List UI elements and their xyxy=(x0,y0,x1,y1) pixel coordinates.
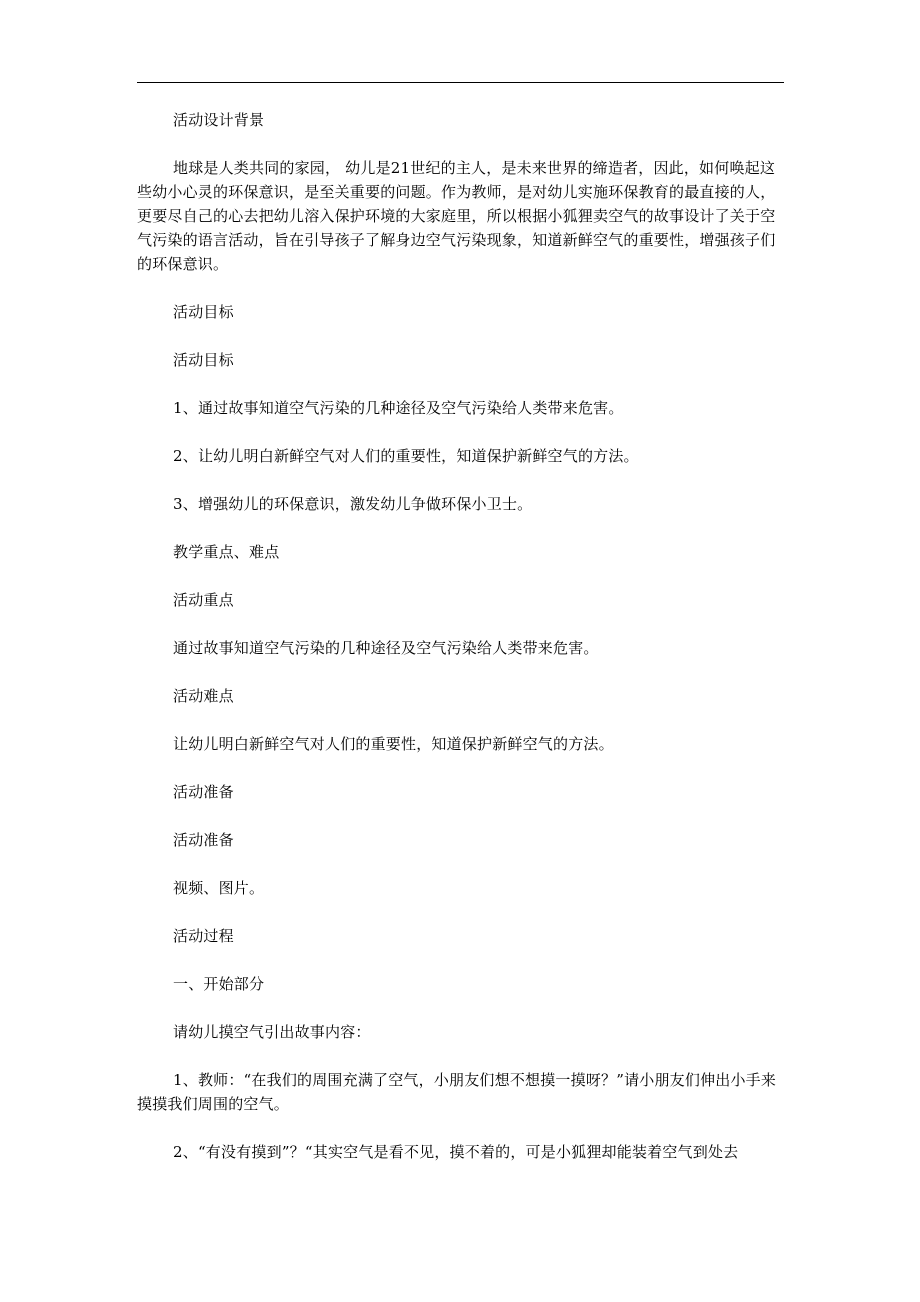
paragraph-preparation: 视频、图片。 xyxy=(173,879,265,897)
document-body xyxy=(137,108,787,1188)
paragraph-difficulty: 让幼儿明白新鲜空气对人们的重要性，知道保护新鲜空气的方法。 xyxy=(173,735,614,753)
process-step-1: 1、教师：“在我们的周围充满了空气，小朋友们想不想摸一摸呀？”请小朋友们伸出小手来摸摸我们周围的空气。 xyxy=(137,1071,777,1113)
header-rule xyxy=(137,82,784,83)
section-heading-background: 活动设计背景 xyxy=(173,111,265,129)
section-heading-key-points: 教学重点、难点 xyxy=(173,543,280,561)
paragraph-background: 地球是人类共同的家园， 幼儿是21世纪的主人，是未来世界的缔造者，因此，如何唤起这些幼小心灵的环保意识，是至关重要的问题。作为教师，是对幼儿实施环保教育的最直接的人，更要尽自己的心去把幼儿溶入保护环境的大家庭里，所以根据小狐狸卖空气的故事设计了关于空气污染的语言活动，旨在引导孩子了解身边空气污染现象，知道新鲜空气的重要性，增强孩子们的环保意识。 xyxy=(137,159,776,273)
subheading-preparation: 活动准备 xyxy=(173,831,234,849)
process-step-2: 2、“有没有摸到”？“其实空气是看不见，摸不着的，可是小狐狸却能装着空气到处去 xyxy=(173,1143,739,1161)
subheading-difficulty: 活动难点 xyxy=(173,687,234,705)
section-heading-preparation: 活动准备 xyxy=(173,783,234,801)
subheading-goals: 活动目标 xyxy=(173,351,234,369)
goal-item-3: 3、增强幼儿的环保意识，激发幼儿争做环保小卫士。 xyxy=(173,495,533,513)
section-heading-process: 活动过程 xyxy=(173,927,234,945)
subheading-opening: 一、开始部分 xyxy=(173,975,265,993)
goal-item-1: 1、通过故事知道空气污染的几种途径及空气污染给人类带来危害。 xyxy=(173,399,624,417)
paragraph-focus: 通过故事知道空气污染的几种途径及空气污染给人类带来危害。 xyxy=(173,639,599,657)
goal-item-2: 2、让幼儿明白新鲜空气对人们的重要性，知道保护新鲜空气的方法。 xyxy=(173,447,639,465)
section-heading-goals: 活动目标 xyxy=(173,303,234,321)
subheading-focus: 活动重点 xyxy=(173,591,234,609)
paragraph-opening-intro: 请幼儿摸空气引出故事内容： xyxy=(173,1023,371,1041)
